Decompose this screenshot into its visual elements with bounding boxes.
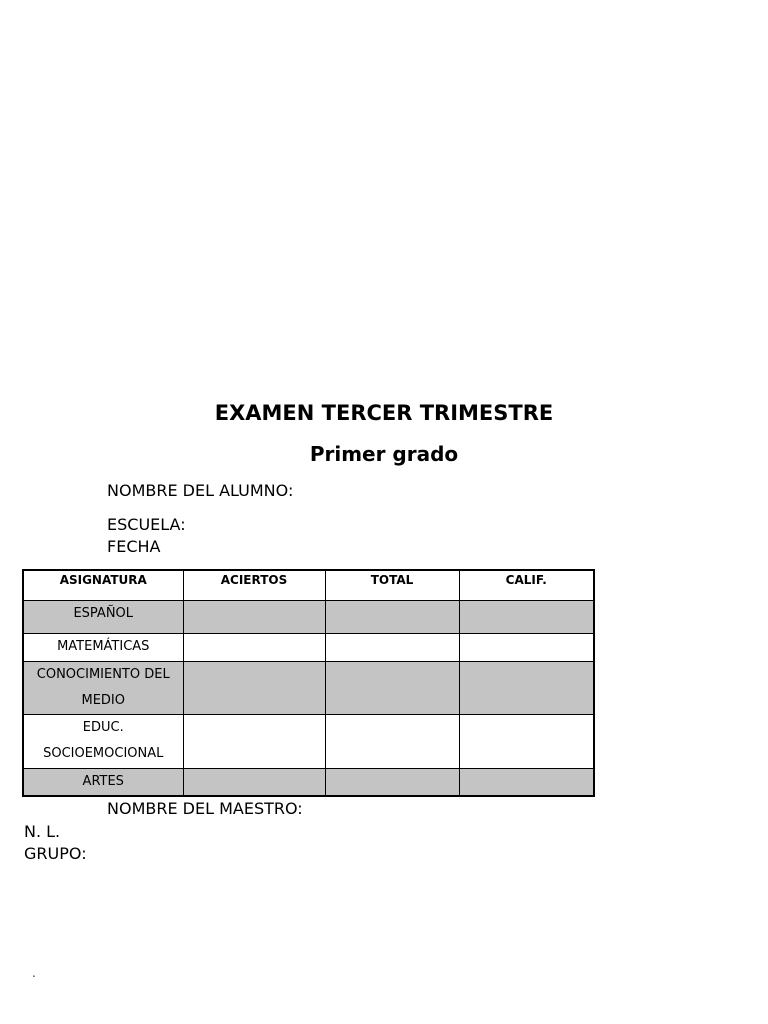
student-name-label: NOMBRE DEL ALUMNO: — [107, 481, 294, 500]
footer-mark: . — [32, 966, 36, 980]
aciertos-cell[interactable] — [183, 600, 325, 633]
list-number-label: N. L. — [24, 822, 61, 841]
header-calif: CALIF. — [459, 570, 594, 600]
table-header-row — [23, 570, 594, 600]
table-row — [23, 633, 594, 661]
subject-artes: ARTES — [23, 768, 183, 796]
group-label: GRUPO: — [24, 844, 87, 863]
total-cell[interactable] — [325, 661, 459, 714]
total-cell[interactable] — [325, 768, 459, 796]
subject-matematicas: MATEMÁTICAS — [23, 633, 183, 661]
date-label: FECHA — [107, 537, 161, 556]
exam-title: EXAMEN TERCER TRIMESTRE — [214, 401, 554, 425]
table-row — [23, 600, 594, 633]
calif-cell[interactable] — [459, 633, 594, 661]
total-cell[interactable] — [325, 600, 459, 633]
grades-table — [22, 569, 595, 797]
header-asignatura: ASIGNATURA — [23, 570, 183, 600]
table-row — [23, 768, 594, 796]
aciertos-cell[interactable] — [183, 768, 325, 796]
calif-cell[interactable] — [459, 661, 594, 714]
total-cell[interactable] — [325, 633, 459, 661]
table-row — [23, 661, 594, 714]
calif-cell[interactable] — [459, 714, 594, 768]
subject-socioemocional: EDUC. SOCIOEMOCIONAL — [23, 714, 183, 768]
table-row — [23, 714, 594, 768]
subject-espanol: ESPAÑOL — [23, 600, 183, 633]
header-total: TOTAL — [325, 570, 459, 600]
aciertos-cell[interactable] — [183, 633, 325, 661]
aciertos-cell[interactable] — [183, 661, 325, 714]
aciertos-cell[interactable] — [183, 714, 325, 768]
teacher-name-label: NOMBRE DEL MAESTRO: — [107, 799, 303, 818]
grade-subtitle: Primer grado — [309, 442, 459, 466]
header-aciertos: ACIERTOS — [183, 570, 325, 600]
subject-conocimiento: CONOCIMIENTO DEL MEDIO — [23, 661, 183, 714]
calif-cell[interactable] — [459, 768, 594, 796]
school-label: ESCUELA: — [107, 515, 186, 534]
total-cell[interactable] — [325, 714, 459, 768]
calif-cell[interactable] — [459, 600, 594, 633]
